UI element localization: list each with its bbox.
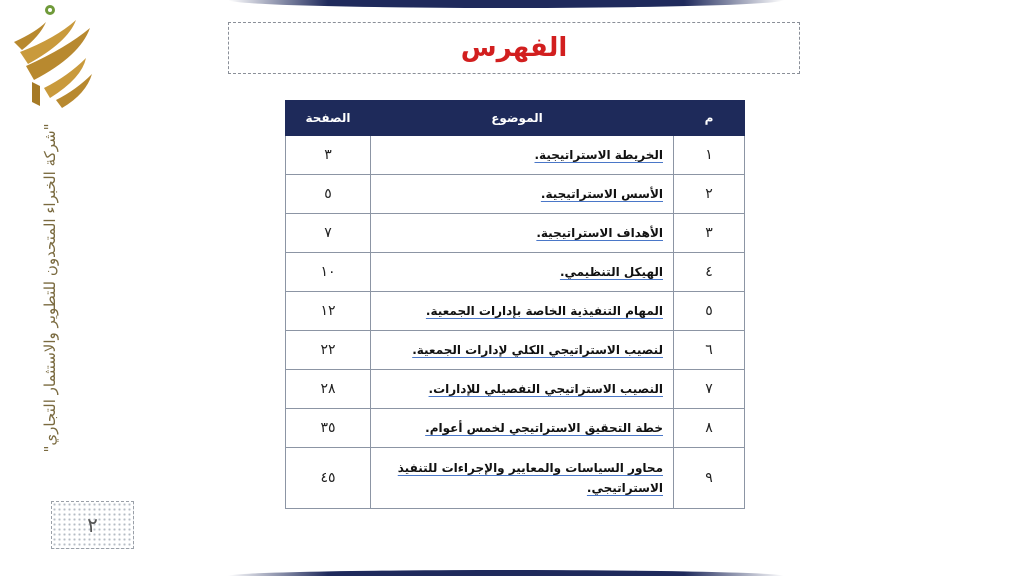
table-row — [286, 292, 745, 331]
row-page: ٣ — [286, 136, 371, 175]
company-logo — [6, 2, 96, 110]
row-num: ٢ — [674, 175, 745, 214]
row-topic-cell — [371, 409, 674, 448]
topic-link[interactable]: الأهداف الاستراتيجية. — [536, 226, 663, 240]
company-name-vertical: "شركة الخبراء المتحدون للتطوير والاستثمار التجاري" — [41, 123, 59, 453]
table-row — [286, 253, 745, 292]
row-num: ٦ — [674, 331, 745, 370]
title-box — [228, 22, 800, 74]
top-decorative-rule — [228, 0, 784, 8]
table-row — [286, 136, 745, 175]
topic-link[interactable]: لنصيب الاستراتيجي الكلي لإدارات الجمعية. — [412, 343, 663, 357]
page-title: الفهرس — [460, 33, 568, 63]
row-page: ٥ — [286, 175, 371, 214]
row-page: ١٢ — [286, 292, 371, 331]
row-num: ٤ — [674, 253, 745, 292]
row-page: ١٠ — [286, 253, 371, 292]
topic-link[interactable]: محاور السياسات والمعايير والإجراءات للتنفيذ الاستراتيجي. — [397, 461, 663, 495]
table-row — [286, 448, 745, 509]
topic-link[interactable]: النصيب الاستراتيجي التفصيلي للإدارات. — [428, 382, 663, 396]
row-page: ٢٨ — [286, 370, 371, 409]
bottom-decorative-rule — [228, 570, 784, 576]
table-row — [286, 331, 745, 370]
topic-link[interactable]: الخريطة الاستراتيجية. — [534, 148, 663, 162]
row-page: ٤٥ — [286, 448, 371, 509]
row-topic-cell — [371, 175, 674, 214]
row-topic-cell — [371, 136, 674, 175]
table-row — [286, 214, 745, 253]
row-page: ٣٥ — [286, 409, 371, 448]
row-page: ٧ — [286, 214, 371, 253]
topic-link[interactable]: خطة التحقيق الاستراتيجي لخمس أعوام. — [425, 421, 663, 435]
row-num: ٧ — [674, 370, 745, 409]
topic-link[interactable]: المهام التنفيذية الخاصة بإدارات الجمعية. — [425, 304, 663, 318]
table-header-row — [286, 101, 745, 136]
page-number: ٢ — [87, 513, 98, 537]
header-num: م — [674, 101, 745, 136]
topic-link[interactable]: الهيكل التنظيمي. — [559, 265, 663, 279]
row-topic-cell — [371, 253, 674, 292]
row-num: ٥ — [674, 292, 745, 331]
row-num: ٩ — [674, 448, 745, 509]
page-number-box — [51, 501, 134, 549]
header-page: الصفحة — [286, 101, 371, 136]
table-row — [286, 409, 745, 448]
header-topic: الموضوع — [371, 101, 674, 136]
row-page: ٢٢ — [286, 331, 371, 370]
topic-link[interactable]: الأسس الاستراتيجية. — [540, 187, 663, 201]
row-num: ٣ — [674, 214, 745, 253]
row-num: ٨ — [674, 409, 745, 448]
row-topic-cell — [371, 292, 674, 331]
table-of-contents — [285, 100, 745, 509]
row-topic-cell — [371, 214, 674, 253]
row-topic-cell — [371, 370, 674, 409]
table-row — [286, 370, 745, 409]
row-num: ١ — [674, 136, 745, 175]
table-row — [286, 175, 745, 214]
row-topic-cell — [371, 448, 674, 509]
row-topic-cell — [371, 331, 674, 370]
